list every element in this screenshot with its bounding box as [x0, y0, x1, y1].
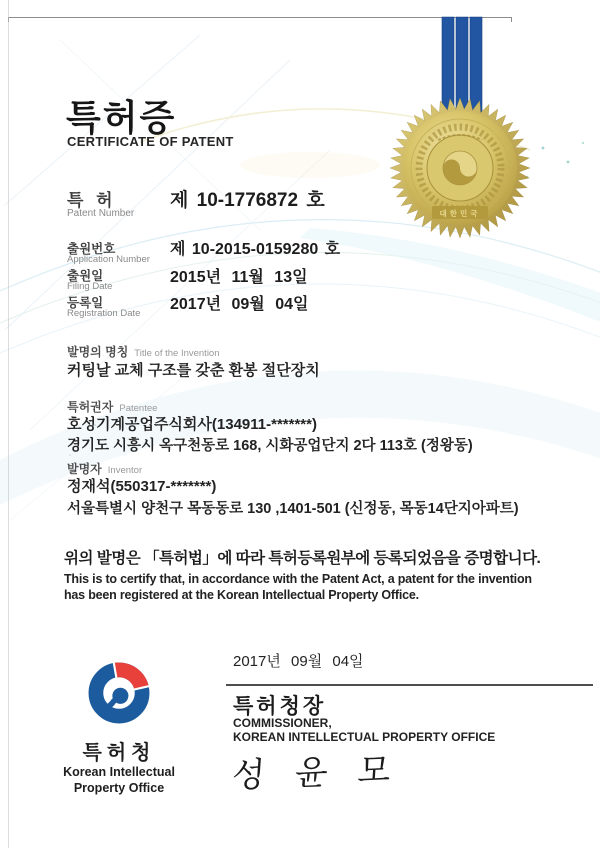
certify-statement-ko: 위의 발명은 「특허법」에 따라 특허등록원부에 등록되었음을 증명합니다.: [64, 550, 541, 567]
patent-number-value: 제 10-1776872 호: [170, 190, 325, 211]
application-label-en: Application Number: [67, 254, 150, 265]
page-title-en: CERTIFICATE OF PATENT: [67, 134, 234, 149]
invention-title-value: 커팅날 교체 구조를 갖춘 환봉 절단장치: [67, 362, 320, 379]
signature-divider-line: [226, 684, 593, 686]
left-scan-edge-line: [8, 0, 9, 848]
application-label-ko: 출원번호: [67, 242, 116, 256]
kipo-name-en-line2: Property Office: [73, 781, 165, 795]
inventor-name: 정재석(550317-*******): [67, 478, 217, 495]
certify-statement-en-line2: has been registered at the Korean Intellectual Property Office.: [64, 588, 419, 602]
registration-date-value: 2017년 09월 04일: [170, 296, 309, 313]
gold-seal-medal-icon: [386, 16, 536, 246]
filing-date-label-ko: 출원일: [67, 269, 104, 283]
patentee-address: 경기도 시흥시 옥구천동로 168, 시화공업단지 2다 113호 (정왕동): [67, 438, 473, 454]
inventor-address: 서울특별시 양천구 목동동로 130 ,1401-501 (신정동, 목동14단지아파트): [67, 501, 519, 517]
patentee-label-ko: 특허권자: [67, 400, 114, 414]
inventor-label-en: Inventor: [107, 465, 143, 476]
commissioner-signature: 성윤모: [230, 750, 422, 796]
page-title-ko: 특허증: [66, 97, 177, 138]
application-number-value: 제 10-2015-0159280 호: [170, 241, 341, 258]
registration-date-label-en: Registration Date: [67, 308, 141, 319]
kipo-name-en-line1: Korean Intellectual: [63, 765, 175, 779]
certify-statement-en-line1: This is to certify that, in accordance with the Patent Act, a patent for the invention: [64, 572, 532, 586]
issue-date: 2017년 09월 04일: [233, 653, 364, 670]
registration-date-label-ko: 등록일: [67, 296, 104, 310]
filing-date-label-en: Filing Date: [67, 281, 113, 292]
patent-label-en: Patent Number: [67, 208, 135, 219]
filing-date-value: 2015년 11월 13일: [170, 269, 308, 286]
commissioner-title-en1: COMMISSIONER,: [233, 716, 332, 730]
kipo-name-ko: 특허청: [82, 742, 156, 764]
patentee-label-en: Patentee: [119, 403, 158, 414]
patent-label-ko: 특 허: [67, 191, 117, 210]
inventor-label-ko: 발명자: [67, 462, 102, 476]
invention-title-label-en: Title of the Invention: [134, 348, 220, 359]
commissioner-title-ko: 특허청장: [233, 695, 327, 718]
commissioner-title-en2: KOREAN INTELLECTUAL PROPERTY OFFICE: [233, 730, 496, 744]
invention-title-label-ko: 발명의 명칭: [67, 345, 129, 359]
medal-banner-text: 대한민국: [439, 209, 481, 218]
patentee-name: 호성기계공업주식회사(134911-*******): [67, 416, 317, 433]
kipo-logo-icon: [84, 656, 154, 730]
